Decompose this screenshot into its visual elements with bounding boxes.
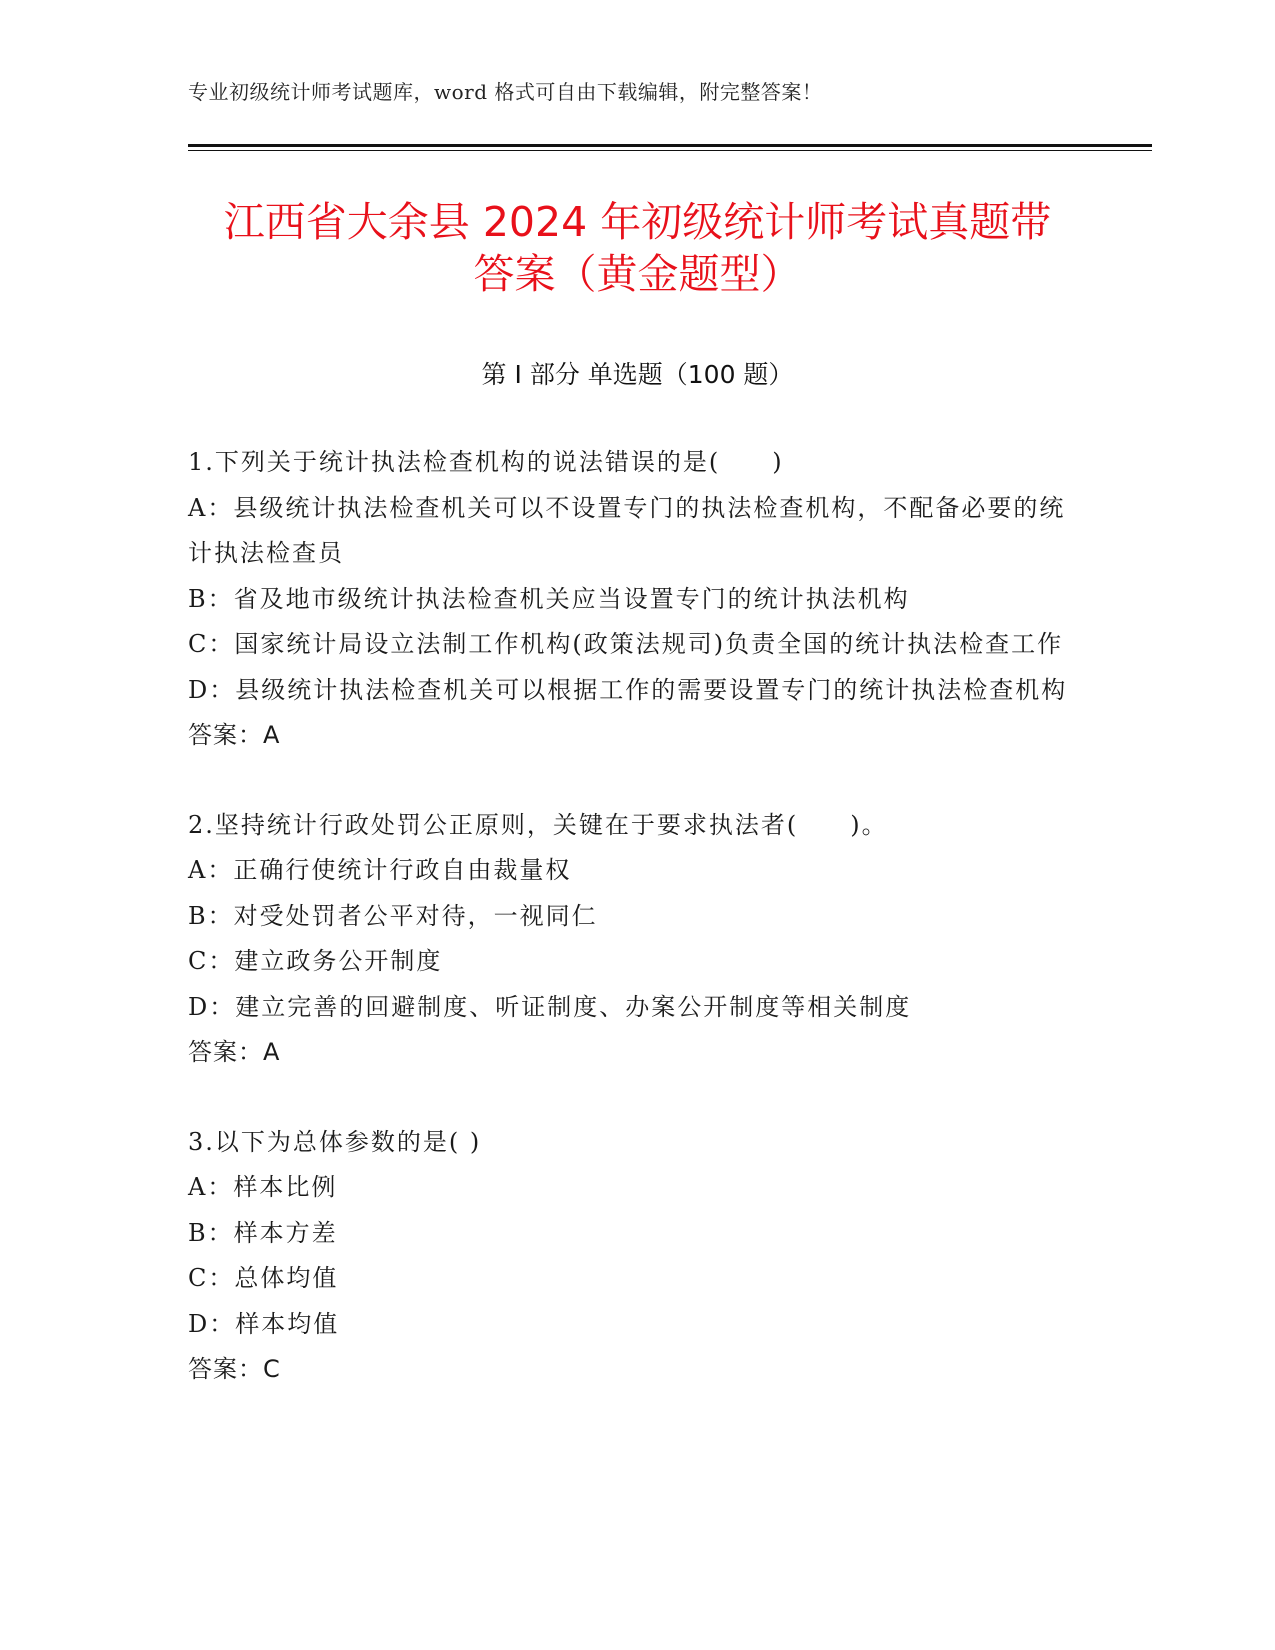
option-c: C：国家统计局设立法制工作机构(政策法规司)负责全国的统计执法检查工作	[188, 630, 1064, 658]
option-b: B：省及地市级统计执法检查机关应当设置专门的统计执法机构	[188, 584, 910, 613]
question-3	[188, 1120, 1088, 1393]
option-d: D：建立完善的回避制度、听证制度、办案公开制度等相关制度	[188, 992, 912, 1021]
question-stem: 3.以下为总体参数的是( )	[188, 1127, 482, 1156]
question-list	[188, 440, 1088, 1437]
question-stem: 2.坚持统计行政处罚公正原则，关键在于要求执法者( )。	[188, 810, 888, 839]
answer-line: 答案：A	[188, 721, 281, 749]
option-c: C：总体均值	[188, 1264, 339, 1292]
option-b: B：样本方差	[188, 1218, 338, 1247]
option-d: D：县级统计执法检查机关可以根据工作的需要设置专门的统计执法检查机构	[188, 675, 1068, 704]
option-a: A：正确行使统计行政自由裁量权	[188, 856, 572, 884]
header-rule-thick	[188, 144, 1152, 147]
option-a: A：县级统计执法检查机关可以不设置专门的执法检查机构，不配备必要的统计执法检查员	[188, 493, 1066, 567]
answer-line: 答案：A	[188, 1038, 281, 1066]
option-c: C：建立政务公开制度	[188, 947, 443, 975]
document-title	[150, 196, 1125, 300]
option-d: D：样本均值	[188, 1309, 340, 1338]
answer-line: 答案：C	[188, 1355, 281, 1383]
section-title: 第 I 部分 单选题（100 题）	[481, 360, 794, 389]
header-note: 专业初级统计师考试题库，word 格式可自由下载编辑，附完整答案！	[188, 80, 823, 104]
option-b: B：对受处罚者公平对待，一视同仁	[188, 901, 598, 930]
question-1	[188, 440, 1088, 759]
header-rule-thin	[188, 150, 1152, 151]
option-a: A：样本比例	[188, 1173, 338, 1201]
question-2	[188, 803, 1088, 1076]
title-line-2: 答案（黄金题型）	[473, 250, 802, 298]
question-stem: 1.下列关于统计执法检查机构的说法错误的是( )	[188, 448, 784, 476]
title-line-1: 江西省大余县 2024 年初级统计师考试真题带	[223, 198, 1052, 246]
